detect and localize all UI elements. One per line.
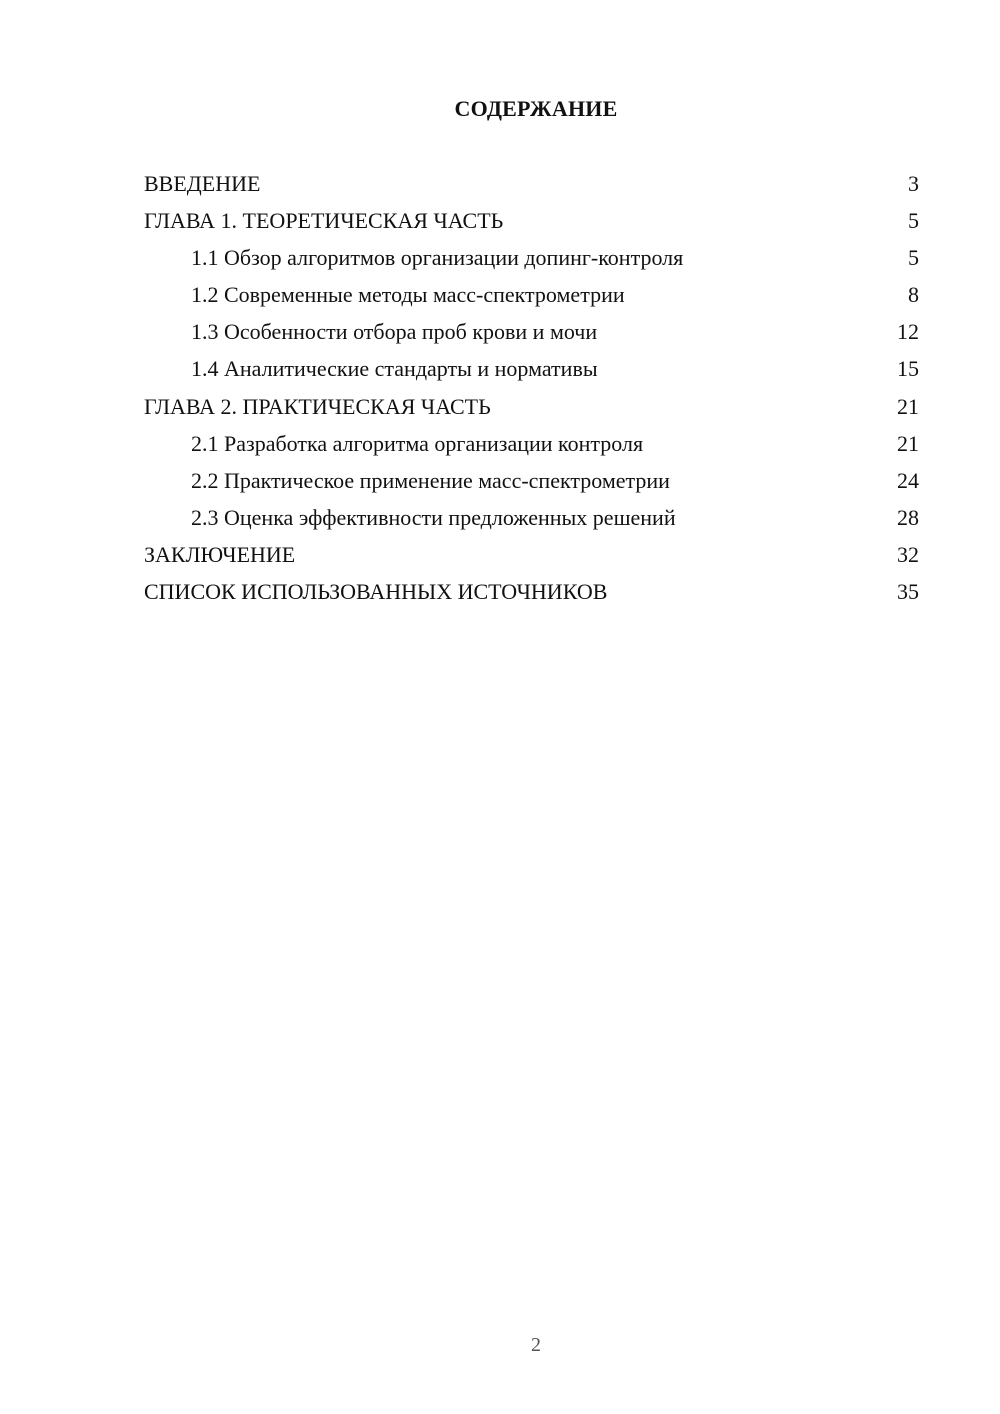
toc-entry-page: 35 — [897, 579, 919, 605]
toc-entry-label: 2.1 Разработка алгоритма организации контроля — [191, 430, 644, 456]
toc-entry-label: 1.1 Обзор алгоритмов организации допинг-контроля — [191, 245, 684, 271]
toc-entry-conclusion — [144, 539, 919, 576]
toc-entry-label: 2.3 Оценка эффективности предложенных решений — [191, 504, 676, 530]
toc-entry-label: 2.2 Практическое применение масс-спектрометрии — [191, 467, 670, 493]
toc-entry-chapter-2 — [144, 391, 919, 428]
toc-entry-page: 15 — [897, 356, 919, 382]
toc-entry-page: 3 — [908, 171, 919, 196]
table-of-contents — [144, 168, 919, 613]
toc-entry-section-1-3 — [144, 316, 919, 353]
toc-entry-label: 1.4 Аналитические стандарты и нормативы — [191, 356, 598, 382]
toc-entry-chapter-1 — [144, 205, 919, 242]
toc-entry-section-1-1 — [144, 242, 919, 279]
toc-entry-page: 32 — [897, 541, 919, 567]
toc-entry-references — [144, 576, 919, 613]
toc-entry-label: ГЛАВА 2. ПРАКТИЧЕСКАЯ ЧАСТЬ — [144, 393, 491, 419]
toc-entry-page: 24 — [897, 467, 919, 493]
toc-entry-section-1-4 — [144, 353, 919, 390]
toc-entry-section-2-3 — [144, 502, 919, 539]
toc-entry-page: 5 — [908, 208, 919, 234]
toc-entry-label: ВВЕДЕНИЕ — [144, 171, 261, 196]
toc-entry-label: 1.3 Особенности отбора проб крови и мочи — [191, 319, 598, 345]
toc-entry-label: ГЛАВА 1. ТЕОРЕТИЧЕСКАЯ ЧАСТЬ — [144, 208, 504, 234]
toc-entry-label: 1.2 Современные методы масс-спектрометрии — [191, 282, 625, 308]
toc-entry-label: ЗАКЛЮЧЕНИЕ — [144, 541, 296, 567]
toc-entry-section-2-1 — [144, 428, 919, 465]
toc-entry-section-2-2 — [144, 465, 919, 502]
toc-entry-section-1-2 — [144, 279, 919, 316]
toc-entry-page: 28 — [897, 504, 919, 530]
toc-entry-page: 5 — [908, 245, 919, 271]
page-title: СОДЕРЖАНИЕ — [454, 96, 618, 121]
toc-entry-page: 21 — [897, 393, 919, 419]
page-number: 2 — [531, 1334, 541, 1356]
toc-entry-label: СПИСОК ИСПОЛЬЗОВАННЫХ ИСТОЧНИКОВ — [144, 579, 608, 605]
toc-entry-page: 12 — [897, 319, 919, 345]
toc-entry-page: 8 — [908, 282, 919, 308]
toc-entry-page: 21 — [897, 430, 919, 456]
toc-entry-introduction — [144, 168, 919, 205]
